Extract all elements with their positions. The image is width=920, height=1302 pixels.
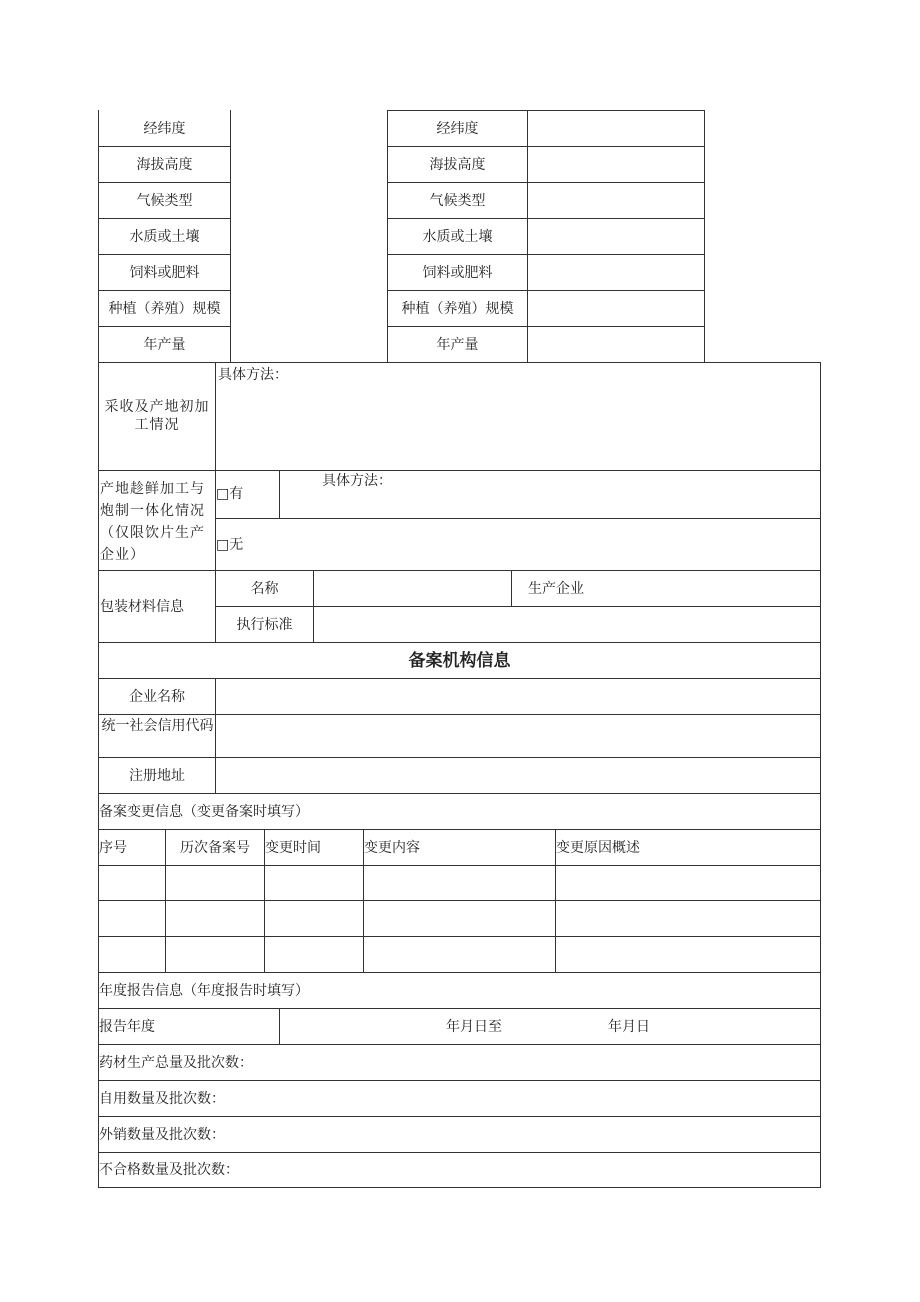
change-section-title: 备案变更信息（变更备案时填写） xyxy=(99,803,309,820)
change-col-change-time: 变更时间 xyxy=(265,839,321,856)
integration-option-no[interactable]: □无 xyxy=(216,537,244,553)
integration-method-field[interactable] xyxy=(280,490,820,518)
origin-right-feed-fertilizer-field[interactable] xyxy=(528,255,704,290)
origin-right-annual-output-label: 年产量 xyxy=(436,336,479,353)
origin-left-annual-output-field[interactable] xyxy=(231,327,387,362)
origin-right-annual-output-field[interactable] xyxy=(528,327,704,362)
origin-left-latlng-field[interactable] xyxy=(231,111,387,146)
origin-left-altitude-label: 海拔高度 xyxy=(136,156,193,173)
self-use-field[interactable]: 自用数量及批次数： xyxy=(99,1090,225,1107)
origin-left-climate-field[interactable] xyxy=(231,183,387,218)
harvest-label: 采收及产地初加工情况 xyxy=(104,399,210,433)
change-col-record-number: 历次备案号 xyxy=(180,839,250,856)
origin-right-scale-label: 种植（养殖）规模 xyxy=(401,300,514,317)
company-name-label: 企业名称 xyxy=(129,688,185,705)
registered-address-field[interactable] xyxy=(216,758,820,793)
agency-section-title: 备案机构信息 xyxy=(408,650,511,671)
harvest-method-field[interactable] xyxy=(216,385,820,469)
origin-left-latlng-label: 经纬度 xyxy=(143,120,186,137)
credit-code-label: 统一社会信用代码 xyxy=(101,718,214,734)
integration-label: 产地趁鲜加工与炮制一体化情况（仅限饮片生产企业） xyxy=(100,481,205,563)
origin-left-climate-label: 气候类型 xyxy=(136,192,193,209)
packaging-label: 包装材料信息 xyxy=(100,599,184,615)
origin-right-altitude-field[interactable] xyxy=(528,147,704,182)
harvest-method-label: 具体方法： xyxy=(218,367,288,383)
origin-right-water-soil-field[interactable] xyxy=(528,219,704,254)
change-table-row[interactable] xyxy=(99,901,820,936)
origin-right-latlng-field[interactable] xyxy=(528,111,704,146)
packaging-manufacturer-label: 生产企业 xyxy=(528,580,584,597)
origin-left-feed-fertilizer-field[interactable] xyxy=(231,255,387,290)
origin-right-latlng-label: 经纬度 xyxy=(436,120,479,137)
origin-left-scale-label: 种植（养殖）规模 xyxy=(108,300,221,317)
origin-right-climate-field[interactable] xyxy=(528,183,704,218)
report-year-label: 报告年度 xyxy=(99,1018,155,1035)
credit-code-field[interactable] xyxy=(216,715,820,757)
annual-section-title: 年度报告信息（年度报告时填写） xyxy=(99,982,309,999)
origin-right-water-soil-label: 水质或土壤 xyxy=(422,228,493,245)
packaging-standard-label: 执行标准 xyxy=(236,616,293,633)
origin-left-altitude-field[interactable] xyxy=(231,147,387,182)
change-col-change-content: 变更内容 xyxy=(364,839,420,856)
company-name-field[interactable] xyxy=(216,679,820,714)
unqualified-field[interactable]: 不合格数量及批次数： xyxy=(99,1162,239,1178)
integration-method-label: 具体方法： xyxy=(322,473,392,489)
packaging-name-label: 名称 xyxy=(250,580,279,597)
origin-right-feed-fertilizer-label: 饲料或肥料 xyxy=(422,264,493,281)
report-date-to[interactable]: 年月日 xyxy=(608,1018,650,1035)
origin-right-climate-label: 气候类型 xyxy=(429,192,486,209)
origin-left-scale-field[interactable] xyxy=(231,291,387,326)
origin-left-annual-output-label: 年产量 xyxy=(143,336,186,353)
external-sales-field[interactable]: 外销数量及批次数： xyxy=(99,1126,225,1143)
change-table-row[interactable] xyxy=(99,866,820,900)
report-date-from[interactable]: 年月日至 xyxy=(446,1018,502,1035)
change-col-change-reason: 变更原因概述 xyxy=(556,839,640,856)
origin-left-feed-fertilizer-label: 饲料或肥料 xyxy=(129,264,200,281)
origin-left-water-soil-field[interactable] xyxy=(231,219,387,254)
total-production-field[interactable]: 药材生产总量及批次数： xyxy=(99,1054,253,1071)
origin-left-water-soil-label: 水质或土壤 xyxy=(129,228,200,245)
origin-right-altitude-label: 海拔高度 xyxy=(429,156,486,173)
registered-address-label: 注册地址 xyxy=(129,767,185,784)
origin-right-scale-field[interactable] xyxy=(528,291,704,326)
packaging-name-field[interactable] xyxy=(314,571,511,606)
integration-option-yes[interactable]: □有 xyxy=(216,486,244,502)
packaging-standard-field[interactable] xyxy=(314,607,820,642)
change-col-serial: 序号 xyxy=(99,839,127,856)
change-table-row[interactable] xyxy=(99,937,820,972)
